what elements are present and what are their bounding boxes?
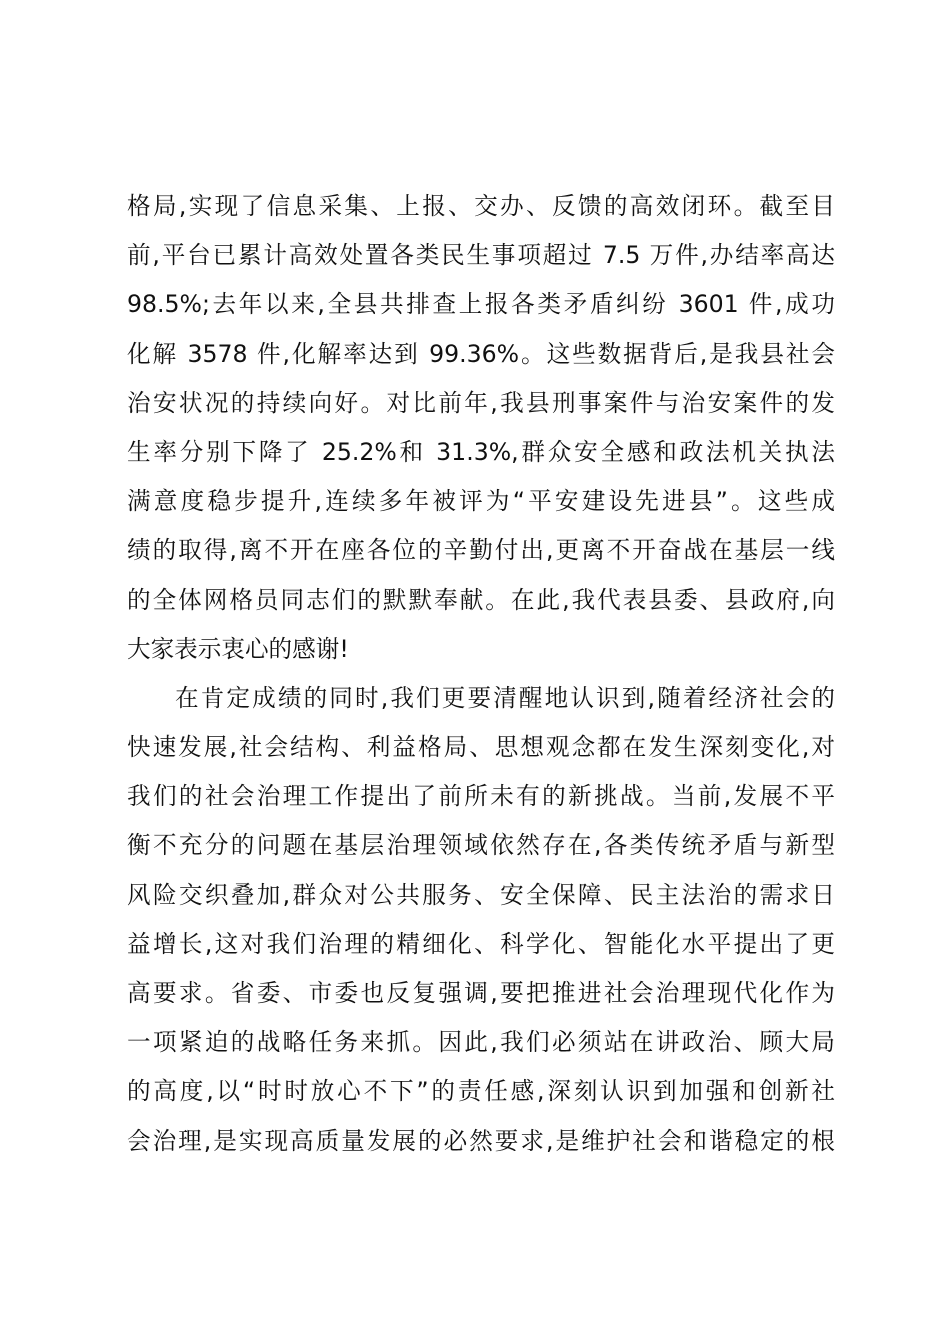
text-line: 快速发展,社会结构、利益格局、思想观念都在发生深刻变化,对 xyxy=(127,733,835,762)
text-line: 在肯定成绩的同时,我们更要清醒地认识到,随着经济社会的 xyxy=(175,683,835,712)
text-line: 的全体网格员同志们的默默奉献。在此,我代表县委、县政府,向 xyxy=(127,585,835,614)
text-line: 我们的社会治理工作提出了前所未有的新挑战。当前,发展不平 xyxy=(127,782,835,811)
text-line: 会治理,是实现高质量发展的必然要求,是维护社会和谐稳定的根 xyxy=(127,1126,835,1155)
text-line: 一项紧迫的战略任务来抓。因此,我们必须站在讲政治、顾大局 xyxy=(127,1028,835,1057)
text-line: 风险交织叠加,群众对公共服务、安全保障、民主法治的需求日 xyxy=(127,880,835,909)
text-line: 化解 3578 件,化解率达到 99.36%。这些数据背后,是我县社会 xyxy=(127,339,835,368)
text-line: 绩的取得,离不开在座各位的辛勤付出,更离不开奋战在基层一线 xyxy=(127,536,835,565)
text-line: 治安状况的持续向好。对比前年,我县刑事案件与治安案件的发 xyxy=(127,388,835,417)
text-line: 衡不充分的问题在基层治理领域依然存在,各类传统矛盾与新型 xyxy=(127,831,835,860)
paragraph-1 xyxy=(127,182,835,674)
text-line: 益增长,这对我们治理的精细化、科学化、智能化水平提出了更 xyxy=(127,929,835,958)
text-line: 98.5%;去年以来,全县共排查上报各类矛盾纠纷 3601 件,成功 xyxy=(127,290,835,319)
text-line: 大家表示衷心的感谢! xyxy=(127,634,349,663)
paragraph-2 xyxy=(127,674,835,1166)
text-line: 格局,实现了信息采集、上报、交办、反馈的高效闭环。截至目 xyxy=(127,192,835,220)
text-line: 高要求。省委、市委也反复强调,要把推进社会治理现代化作为 xyxy=(127,979,835,1007)
text-line: 满意度稳步提升,连续多年被评为“平安建设先进县”。这些成 xyxy=(127,487,835,516)
text-line: 前,平台已累计高效处置各类民生事项超过 7.5 万件,办结率高达 xyxy=(127,241,835,270)
text-line: 的高度,以“时时放心不下”的责任感,深刻认识到加强和创新社 xyxy=(127,1077,835,1106)
document-body xyxy=(127,182,835,1166)
text-line: 生率分别下降了 25.2%和 31.3%,群众安全感和政法机关执法 xyxy=(127,437,835,466)
